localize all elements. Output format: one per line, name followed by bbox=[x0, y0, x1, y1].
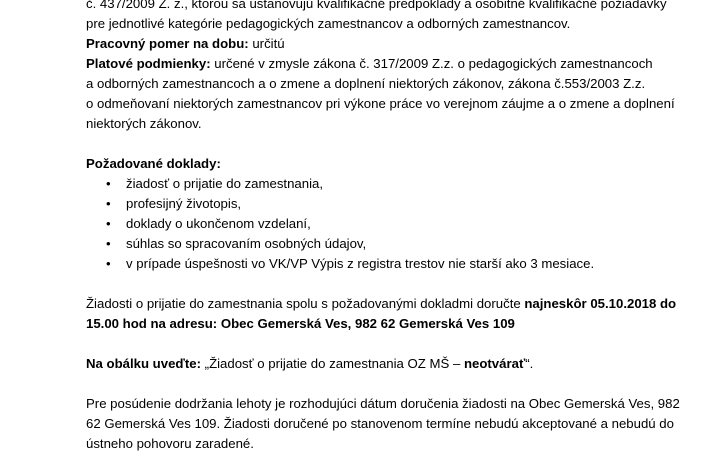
bullet-icon: • bbox=[106, 216, 111, 231]
list-item-text: žiadosť o prijatie do zamestnania, bbox=[126, 176, 324, 191]
conditions-line-1 bbox=[86, 54, 696, 74]
bullet-icon: • bbox=[106, 196, 111, 211]
submission-text: Žiadosti o prijatie do zamestnania spolu s požadovanými dokladmi doručte bbox=[86, 296, 525, 311]
conditions-line-3: o odmeňovaní niektorých zamestnancov pri výkone práce vo verejnom záujme a o zmene a doplnení bbox=[86, 96, 675, 111]
list-item bbox=[86, 214, 696, 234]
submission-address: 15.00 hod na adresu: Obec Gemerská Ves, 982 62 Gemerská Ves 109 bbox=[86, 316, 515, 331]
list-item-text: v prípade úspešnosti vo VK/VP Výpis z registra trestov nie starší ako 3 mesiace. bbox=[126, 256, 595, 271]
employment-paragraph bbox=[86, 34, 696, 54]
bullet-icon: • bbox=[106, 256, 111, 271]
documents-heading: Požadované doklady: bbox=[86, 156, 221, 171]
envelope-label: Na obálku uveďte: bbox=[86, 356, 202, 371]
deadline-note-line-2: 62 Gemerská Ves 109. Žiadosti doručené po stanovenom termíne nebudú akceptované a nebudú do bbox=[86, 416, 674, 431]
list-item bbox=[86, 194, 696, 214]
envelope-paragraph bbox=[86, 354, 696, 374]
conditions-line-4: niektorých zákonov. bbox=[86, 116, 202, 131]
envelope-text: „Žiadosť o prijatie do zamestnania OZ MŠ – bbox=[201, 356, 464, 371]
documents-list bbox=[86, 174, 696, 274]
spacer bbox=[86, 274, 696, 294]
list-item-text: profesijný životopis, bbox=[126, 196, 242, 211]
employment-label: Pracovný pomer na dobu: bbox=[86, 36, 249, 51]
bullet-icon: • bbox=[106, 236, 111, 251]
document-body bbox=[86, 0, 696, 454]
deadline-note-line-1: Pre posúdenie dodržania lehoty je rozhodujúci dátum doručenia žiadosti na Obec Gemerská Ves, 982 bbox=[86, 396, 680, 411]
employment-value: určitú bbox=[248, 36, 285, 51]
submission-deadline: najneskôr 05.10.2018 do bbox=[524, 296, 677, 311]
conditions-text-1: určené v zmysle zákona č. 317/2009 Z.z. o pedagogických zamestnancoch bbox=[210, 56, 653, 71]
submission-line-1 bbox=[86, 294, 696, 314]
envelope-end: “. bbox=[525, 356, 534, 371]
deadline-note-line-3: ústneho pohovoru zaradené. bbox=[86, 436, 254, 451]
intro-line-1: č. 437/2009 Z. z., ktorou sa ustanovujú kvalifikačné predpoklady a osobitné kvalifikačné požiadavky bbox=[86, 0, 667, 11]
conditions-line-2: a odborných zamestnancoch a o zmene a doplnení niektorých zákonov, zákona č.553/2003 Z.z. bbox=[86, 76, 646, 91]
bullet-icon: • bbox=[106, 176, 111, 191]
list-item bbox=[86, 234, 696, 254]
list-item-text: súhlas so spracovaním osobných údajov, bbox=[126, 236, 367, 251]
spacer bbox=[86, 374, 696, 394]
list-item bbox=[86, 174, 696, 194]
intro-line-2: pre jednotlivé kategórie pedagogických zamestnancov a odborných zamestnancov. bbox=[86, 16, 571, 31]
conditions-label: Platové podmienky: bbox=[86, 56, 211, 71]
list-item bbox=[86, 254, 696, 274]
envelope-bold: neotvárať bbox=[463, 356, 526, 371]
spacer bbox=[86, 334, 696, 354]
list-item-text: doklady o ukončenom vzdelaní, bbox=[126, 216, 311, 231]
spacer bbox=[86, 134, 696, 154]
